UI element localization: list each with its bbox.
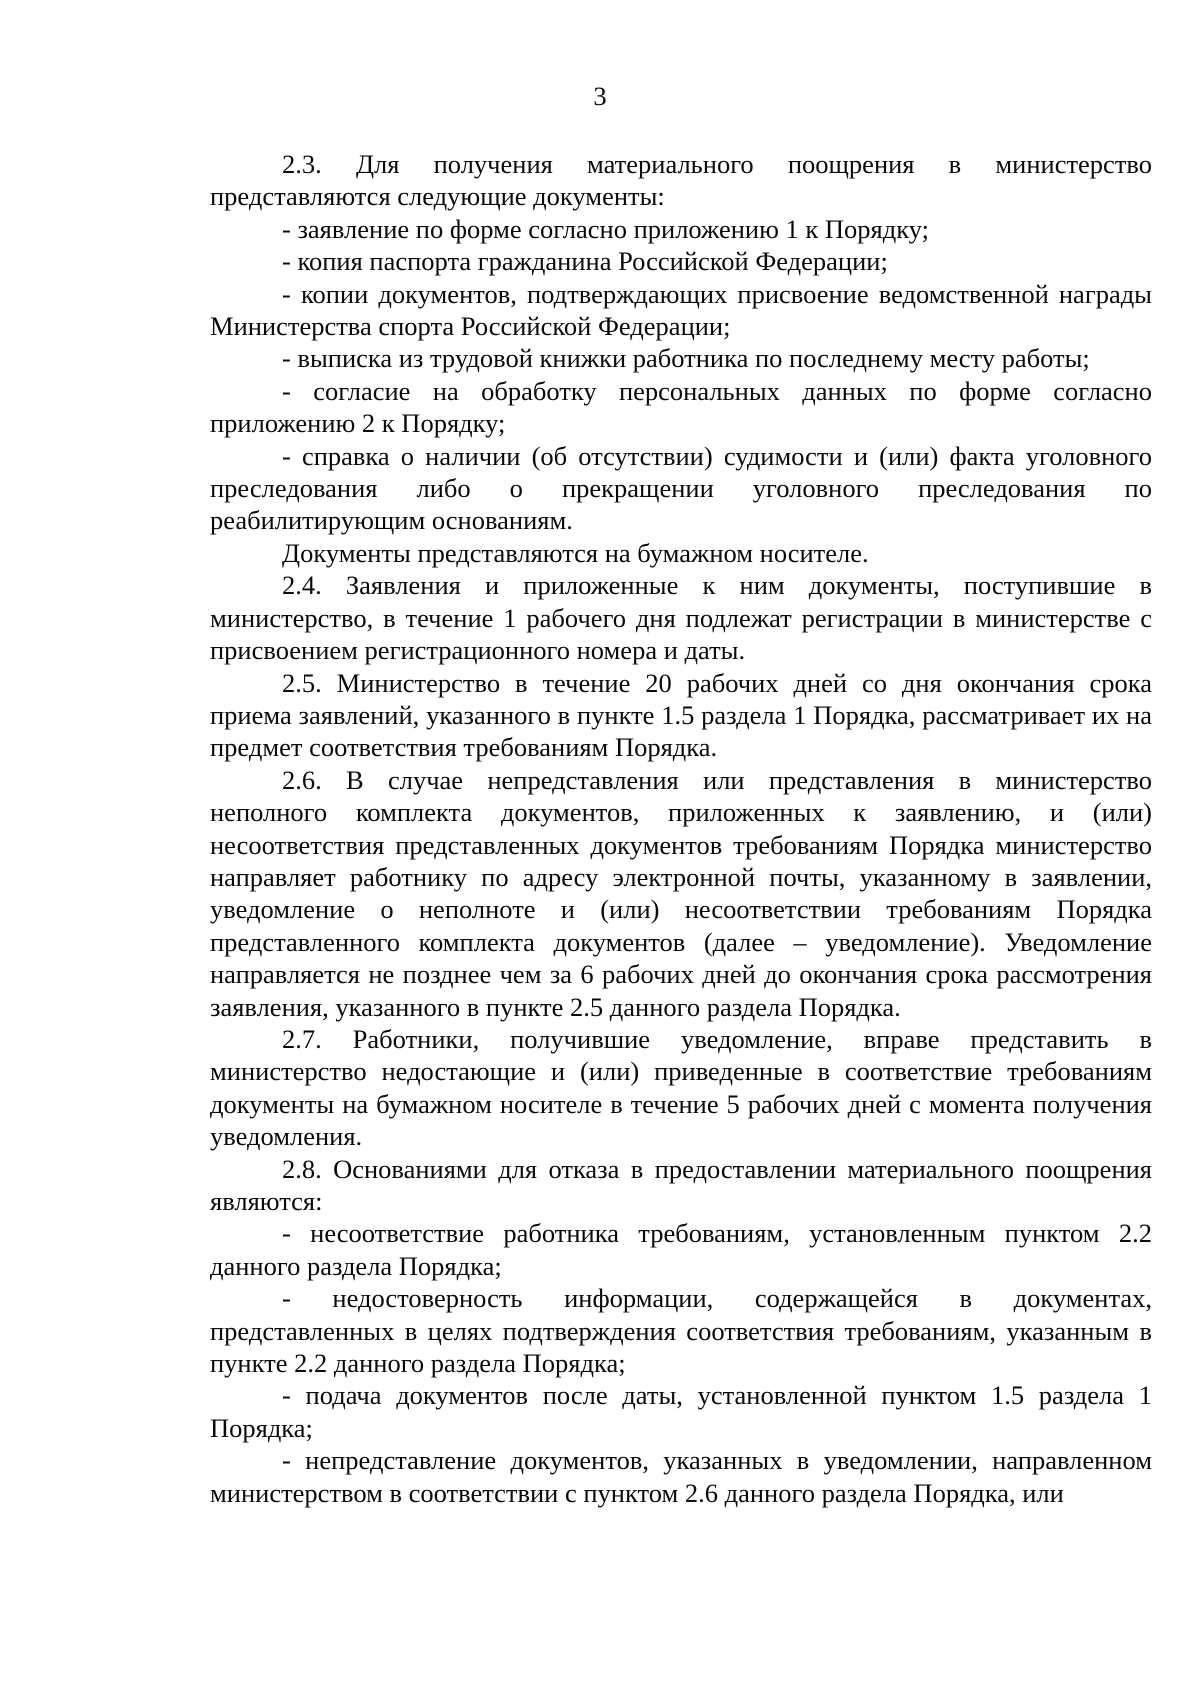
paragraph-2-8: 2.8. Основаниями для отказа в предоставлении материального поощрения являются:: [210, 1153, 1152, 1216]
list-item-missing-documents: - непредставление документов, указанных в уведомлении, направленном министерством в соответствии с пунктом 2.6 данного раздела Порядка, или: [210, 1445, 1152, 1508]
list-item-unreliable-info: - недостоверность информации, содержащейся в документах, представленных в целях подтверждения соответствия требованиям, указанным в пункте 2.2 данного раздела Порядка;: [210, 1283, 1152, 1379]
paragraph-2-6: 2.6. В случае непредставления или представления в министерство неполного комплекта документов, приложенных к заявлению, и (или) несоответствия представленных документов требованиям Порядка министерство направляет работнику по адресу электронной почты, указанному в заявлении, уведомление о неполноте и (или) несоответствии требованиям Порядка представленного комплекта документов (далее – уведомление). Уведомление направляется не позднее чем за 6 рабочих дней до окончания срока рассмотрения заявления, указанного в пункте 2.5 данного раздела Порядка.: [210, 764, 1152, 1022]
paragraph-2-7: 2.7. Работники, получившие уведомление, вправе представить в министерство недостающие и (или) приведенные в соответствие требованиям документы на бумажном носителе в течение 5 рабочих дней с момента получения уведомления.: [210, 1023, 1152, 1152]
list-item-criminal-record: - справка о наличии (об отсутствии) судимости и (или) факта уголовного преследования либо о прекращении уголовного преследования по реабилитирующим основаниям.: [210, 440, 1152, 536]
paragraph-2-4: 2.4. Заявления и приложенные к ним документы, поступившие в министерство, в течение 1 рабочего дня подлежат регистрации в министерстве с присвоением регистрационного номера и даты.: [210, 570, 1152, 666]
list-item-personal-data-consent: - согласие на обработку персональных данных по форме согласно приложению 2 к Порядку;: [210, 375, 1152, 439]
paragraph-2-3: 2.3. Для получения материального поощрения в министерство представляются следующие документы:: [210, 149, 1152, 212]
list-item-employment-record: - выписка из трудовой книжки работника по последнему месту работы;: [282, 343, 1090, 374]
list-item-passport: - копия паспорта гражданина Российской Федерации;: [282, 246, 888, 277]
page-number: 3: [593, 81, 607, 111]
document-body: [210, 148, 1152, 1509]
list-item-application: - заявление по форме согласно приложению 1 к Порядку;: [282, 213, 929, 244]
paragraph-2-5: 2.5. Министерство в течение 20 рабочих дней со дня окончания срока приема заявлений, указанного в пункте 1.5 раздела 1 Порядка, рассматривает их на предмет соответствия требованиям Порядка.: [210, 667, 1152, 763]
list-item-nonconformity: - несоответствие работника требованиям, установленным пунктом 2.2 данного раздела Порядка;: [210, 1218, 1152, 1281]
paragraph-paper-format: Документы представляются на бумажном носителе.: [282, 537, 869, 568]
list-item-late-submission: - подача документов после даты, установленной пунктом 1.5 раздела 1 Порядка;: [210, 1380, 1152, 1443]
list-item-award-documents: - копии документов, подтверждающих присвоение ведомственной награды Министерства спорта Российской Федерации;: [210, 278, 1152, 342]
